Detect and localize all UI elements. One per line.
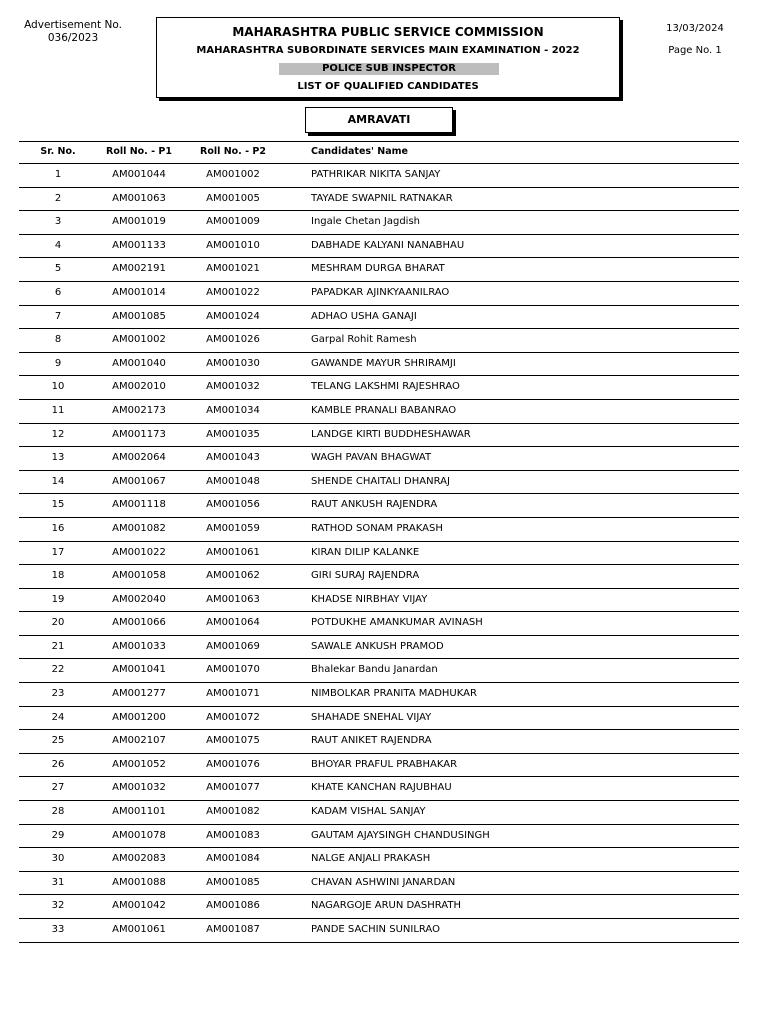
table-row <box>19 707 739 731</box>
candidate-name-cell: SHENDE CHAITALI DHANRAJ <box>311 475 450 487</box>
page-number: Page No. 1 <box>668 45 722 56</box>
roll-p2-cell: AM001048 <box>206 475 260 487</box>
roll-p2-cell: AM001085 <box>206 876 260 888</box>
sr-no-cell: 10 <box>51 381 65 393</box>
advertisement-info <box>18 19 128 45</box>
candidate-name-cell: PAPADKAR AJINKYAANILRAO <box>311 286 450 298</box>
roll-p2-cell: AM001056 <box>206 499 260 511</box>
roll-p2-cell: AM001061 <box>206 546 260 558</box>
roll-p1-cell: AM001002 <box>112 334 166 346</box>
candidate-name-cell: NALGE ANJALI PRAKASH <box>311 853 431 865</box>
roll-p2-cell: AM001063 <box>206 593 260 605</box>
roll-p1-cell: AM001200 <box>112 711 166 723</box>
roll-p2-cell: AM001087 <box>206 924 260 935</box>
candidate-name-cell: KAMBLE PRANALI BABANRAO <box>311 404 457 416</box>
roll-p2-cell: AM001035 <box>206 428 260 440</box>
roll-p1-cell: AM002107 <box>112 735 166 747</box>
roll-p1-cell: AM001118 <box>112 499 166 511</box>
roll-p1-cell: AM002191 <box>112 263 166 275</box>
column-header-candidate-name: Candidates' Name <box>311 146 408 157</box>
roll-p2-cell: AM001009 <box>206 216 260 228</box>
roll-p2-cell: AM001022 <box>206 286 260 298</box>
sr-no-cell: 16 <box>51 522 65 534</box>
sr-no-cell: 19 <box>51 593 65 605</box>
table-row <box>19 777 739 801</box>
roll-p1-cell: AM002173 <box>112 404 166 416</box>
sr-no-cell: 20 <box>51 617 65 629</box>
sr-no-cell: 17 <box>51 546 65 558</box>
roll-p1-cell: AM001033 <box>112 640 166 652</box>
table-header <box>19 141 739 164</box>
candidate-name-cell: PANDE SACHIN SUNILRAO <box>311 924 440 935</box>
list-title: LIST OF QUALIFIED CANDIDATES <box>297 81 479 92</box>
table-row <box>19 424 739 448</box>
sr-no-cell: 3 <box>54 216 62 228</box>
district-label: AMRAVATI <box>305 107 453 133</box>
candidate-name-cell: KHATE KANCHAN RAJUBHAU <box>311 782 452 794</box>
candidate-name-cell: Bhalekar Bandu Janardan <box>311 664 438 676</box>
sr-no-cell: 14 <box>51 475 65 487</box>
sr-no-cell: 24 <box>51 711 65 723</box>
roll-p1-cell: AM002064 <box>112 452 166 464</box>
candidate-name-cell: RAUT ANIKET RAJENDRA <box>311 735 432 747</box>
roll-p1-cell: AM002083 <box>112 853 166 865</box>
roll-p2-cell: AM001075 <box>206 735 260 747</box>
roll-p2-cell: AM001064 <box>206 617 260 629</box>
sr-no-cell: 13 <box>51 452 65 464</box>
sr-no-cell: 30 <box>51 853 65 865</box>
commission-title: MAHARASHTRA PUBLIC SERVICE COMMISSION <box>232 25 544 39</box>
candidate-name-cell: BHOYAR PRAFUL PRABHAKAR <box>311 758 458 770</box>
candidate-name-cell: GIRI SURAJ RAJENDRA <box>311 570 420 582</box>
table-row <box>19 329 739 353</box>
roll-p2-cell: AM001076 <box>206 758 260 770</box>
roll-p1-cell: AM001085 <box>112 310 166 322</box>
roll-p1-cell: AM001173 <box>112 428 166 440</box>
roll-p1-cell: AM001101 <box>112 806 166 818</box>
roll-p1-cell: AM001063 <box>112 192 166 204</box>
sr-no-cell: 32 <box>51 900 65 912</box>
table-row <box>19 848 739 872</box>
sr-no-cell: 33 <box>51 924 65 935</box>
table-row <box>19 542 739 566</box>
roll-p2-cell: AM001043 <box>206 452 260 464</box>
sr-no-cell: 31 <box>51 876 65 888</box>
table-row <box>19 400 739 424</box>
table-row <box>19 211 739 235</box>
sr-no-cell: 28 <box>51 806 65 818</box>
candidate-name-cell: RAUT ANKUSH RAJENDRA <box>311 499 438 511</box>
header-box <box>156 17 620 98</box>
roll-p1-cell: AM001032 <box>112 782 166 794</box>
roll-p2-cell: AM001059 <box>206 522 260 534</box>
roll-p1-cell: AM001014 <box>112 286 166 298</box>
sr-no-cell: 9 <box>54 357 62 369</box>
sr-no-cell: 7 <box>54 310 62 322</box>
table-row <box>19 188 739 212</box>
candidate-name-cell: ADHAO USHA GANAJI <box>311 310 417 322</box>
table-row <box>19 471 739 495</box>
sr-no-cell: 11 <box>51 404 65 416</box>
table-row <box>19 376 739 400</box>
table-row <box>19 825 739 849</box>
candidate-name-cell: TAYADE SWAPNIL RATNAKAR <box>311 192 453 204</box>
table-row <box>19 612 739 636</box>
column-header-sr-no: Sr. No. <box>40 146 76 157</box>
candidate-name-cell: WAGH PAVAN BHAGWAT <box>311 452 432 464</box>
post-title: POLICE SUB INSPECTOR <box>279 63 499 75</box>
sr-no-cell: 2 <box>54 192 62 204</box>
table-row <box>19 518 739 542</box>
candidate-name-cell: KADAM VISHAL SANJAY <box>311 806 426 818</box>
sr-no-cell: 5 <box>54 263 62 275</box>
table-body <box>19 164 739 943</box>
roll-p1-cell: AM001078 <box>112 829 166 841</box>
table-row <box>19 589 739 613</box>
candidate-name-cell: POTDUKHE AMANKUMAR AVINASH <box>311 617 483 629</box>
sr-no-cell: 25 <box>51 735 65 747</box>
roll-p1-cell: AM001042 <box>112 900 166 912</box>
candidate-name-cell: Garpal Rohit Ramesh <box>311 334 417 346</box>
roll-p1-cell: AM001019 <box>112 216 166 228</box>
candidate-name-cell: CHAVAN ASHWINI JANARDAN <box>311 876 456 888</box>
sr-no-cell: 29 <box>51 829 65 841</box>
sr-no-cell: 26 <box>51 758 65 770</box>
candidate-name-cell: Ingale Chetan Jagdish <box>311 216 421 228</box>
table-row <box>19 683 739 707</box>
sr-no-cell: 6 <box>54 286 62 298</box>
table-row <box>19 730 739 754</box>
sr-no-cell: 21 <box>51 640 65 652</box>
roll-p2-cell: AM001024 <box>206 310 260 322</box>
roll-p2-cell: AM001072 <box>206 711 260 723</box>
table-row <box>19 659 739 683</box>
roll-p1-cell: AM002040 <box>112 593 166 605</box>
roll-p2-cell: AM001077 <box>206 782 260 794</box>
candidate-name-cell: NAGARGOJE ARUN DASHRATH <box>311 900 461 912</box>
candidate-name-cell: SHAHADE SNEHAL VIJAY <box>311 711 432 723</box>
roll-p1-cell: AM001040 <box>112 357 166 369</box>
candidate-name-cell: KIRAN DILIP KALANKE <box>311 546 420 558</box>
roll-p1-cell: AM001052 <box>112 758 166 770</box>
roll-p2-cell: AM001010 <box>206 239 260 251</box>
table-row <box>19 282 739 306</box>
roll-p1-cell: AM001058 <box>112 570 166 582</box>
table-row <box>19 447 739 471</box>
table-row <box>19 306 739 330</box>
sr-no-cell: 8 <box>54 334 62 346</box>
roll-p2-cell: AM001071 <box>206 688 260 700</box>
candidate-name-cell: KHADSE NIRBHAY VIJAY <box>311 593 428 605</box>
candidate-name-cell: MESHRAM DURGA BHARAT <box>311 263 445 275</box>
candidate-name-cell: GAUTAM AJAYSINGH CHANDUSINGH <box>311 829 490 841</box>
candidate-name-cell: NIMBOLKAR PRANITA MADHUKAR <box>311 688 477 700</box>
roll-p1-cell: AM001133 <box>112 239 166 251</box>
candidate-name-cell: TELANG LAKSHMI RAJESHRAO <box>311 381 460 393</box>
sr-no-cell: 27 <box>51 782 65 794</box>
roll-p2-cell: AM001082 <box>206 806 260 818</box>
roll-p1-cell: AM001041 <box>112 664 166 676</box>
table-row <box>19 353 739 377</box>
table-row <box>19 258 739 282</box>
roll-p2-cell: AM001002 <box>206 169 260 180</box>
table-row <box>19 636 739 660</box>
table-row <box>19 801 739 825</box>
candidate-name-cell: GAWANDE MAYUR SHRIRAMJI <box>311 357 456 369</box>
roll-p1-cell: AM001022 <box>112 546 166 558</box>
sr-no-cell: 4 <box>54 239 62 251</box>
table-row <box>19 895 739 919</box>
roll-p1-cell: AM001082 <box>112 522 166 534</box>
roll-p1-cell: AM001066 <box>112 617 166 629</box>
roll-p2-cell: AM001005 <box>206 192 260 204</box>
roll-p2-cell: AM001026 <box>206 334 260 346</box>
roll-p2-cell: AM001070 <box>206 664 260 676</box>
roll-p2-cell: AM001032 <box>206 381 260 393</box>
roll-p2-cell: AM001084 <box>206 853 260 865</box>
sr-no-cell: 1 <box>54 169 62 180</box>
sr-no-cell: 15 <box>51 499 65 511</box>
sr-no-cell: 12 <box>51 428 65 440</box>
advertisement-number: 036/2023 <box>47 32 99 44</box>
candidate-name-cell: SAWALE ANKUSH PRAMOD <box>311 640 444 652</box>
roll-p1-cell: AM001067 <box>112 475 166 487</box>
candidate-name-cell: DABHADE KALYANI NANABHAU <box>311 239 465 251</box>
table-row <box>19 494 739 518</box>
roll-p1-cell: AM001061 <box>112 924 166 935</box>
roll-p2-cell: AM001069 <box>206 640 260 652</box>
advertisement-label: Advertisement No. <box>24 19 122 31</box>
table-row <box>19 565 739 589</box>
table-row <box>19 754 739 778</box>
table-row <box>19 235 739 259</box>
candidate-name-cell: RATHOD SONAM PRAKASH <box>311 522 443 534</box>
candidates-table <box>19 141 739 943</box>
roll-p1-cell: AM001277 <box>112 688 166 700</box>
candidate-name-cell: LANDGE KIRTI BUDDHESHAWAR <box>311 428 471 440</box>
column-header-roll-p1: Roll No. - P1 <box>106 146 172 157</box>
sr-no-cell: 18 <box>51 570 65 582</box>
roll-p1-cell: AM002010 <box>112 381 166 393</box>
roll-p2-cell: AM001083 <box>206 829 260 841</box>
table-row <box>19 164 739 188</box>
column-header-roll-p2: Roll No. - P2 <box>200 146 266 157</box>
roll-p1-cell: AM001088 <box>112 876 166 888</box>
roll-p1-cell: AM001044 <box>112 169 166 180</box>
roll-p2-cell: AM001086 <box>206 900 260 912</box>
sr-no-cell: 23 <box>51 688 65 700</box>
sr-no-cell: 22 <box>51 664 65 676</box>
roll-p2-cell: AM001034 <box>206 404 260 416</box>
roll-p2-cell: AM001030 <box>206 357 260 369</box>
roll-p2-cell: AM001021 <box>206 263 260 275</box>
document-date: 13/03/2024 <box>666 23 724 34</box>
table-row <box>19 872 739 896</box>
table-row <box>19 919 739 943</box>
exam-title: MAHARASHTRA SUBORDINATE SERVICES MAIN EXAMINATION - 2022 <box>196 45 580 56</box>
candidate-name-cell: PATHRIKAR NIKITA SANJAY <box>311 169 441 180</box>
roll-p2-cell: AM001062 <box>206 570 260 582</box>
